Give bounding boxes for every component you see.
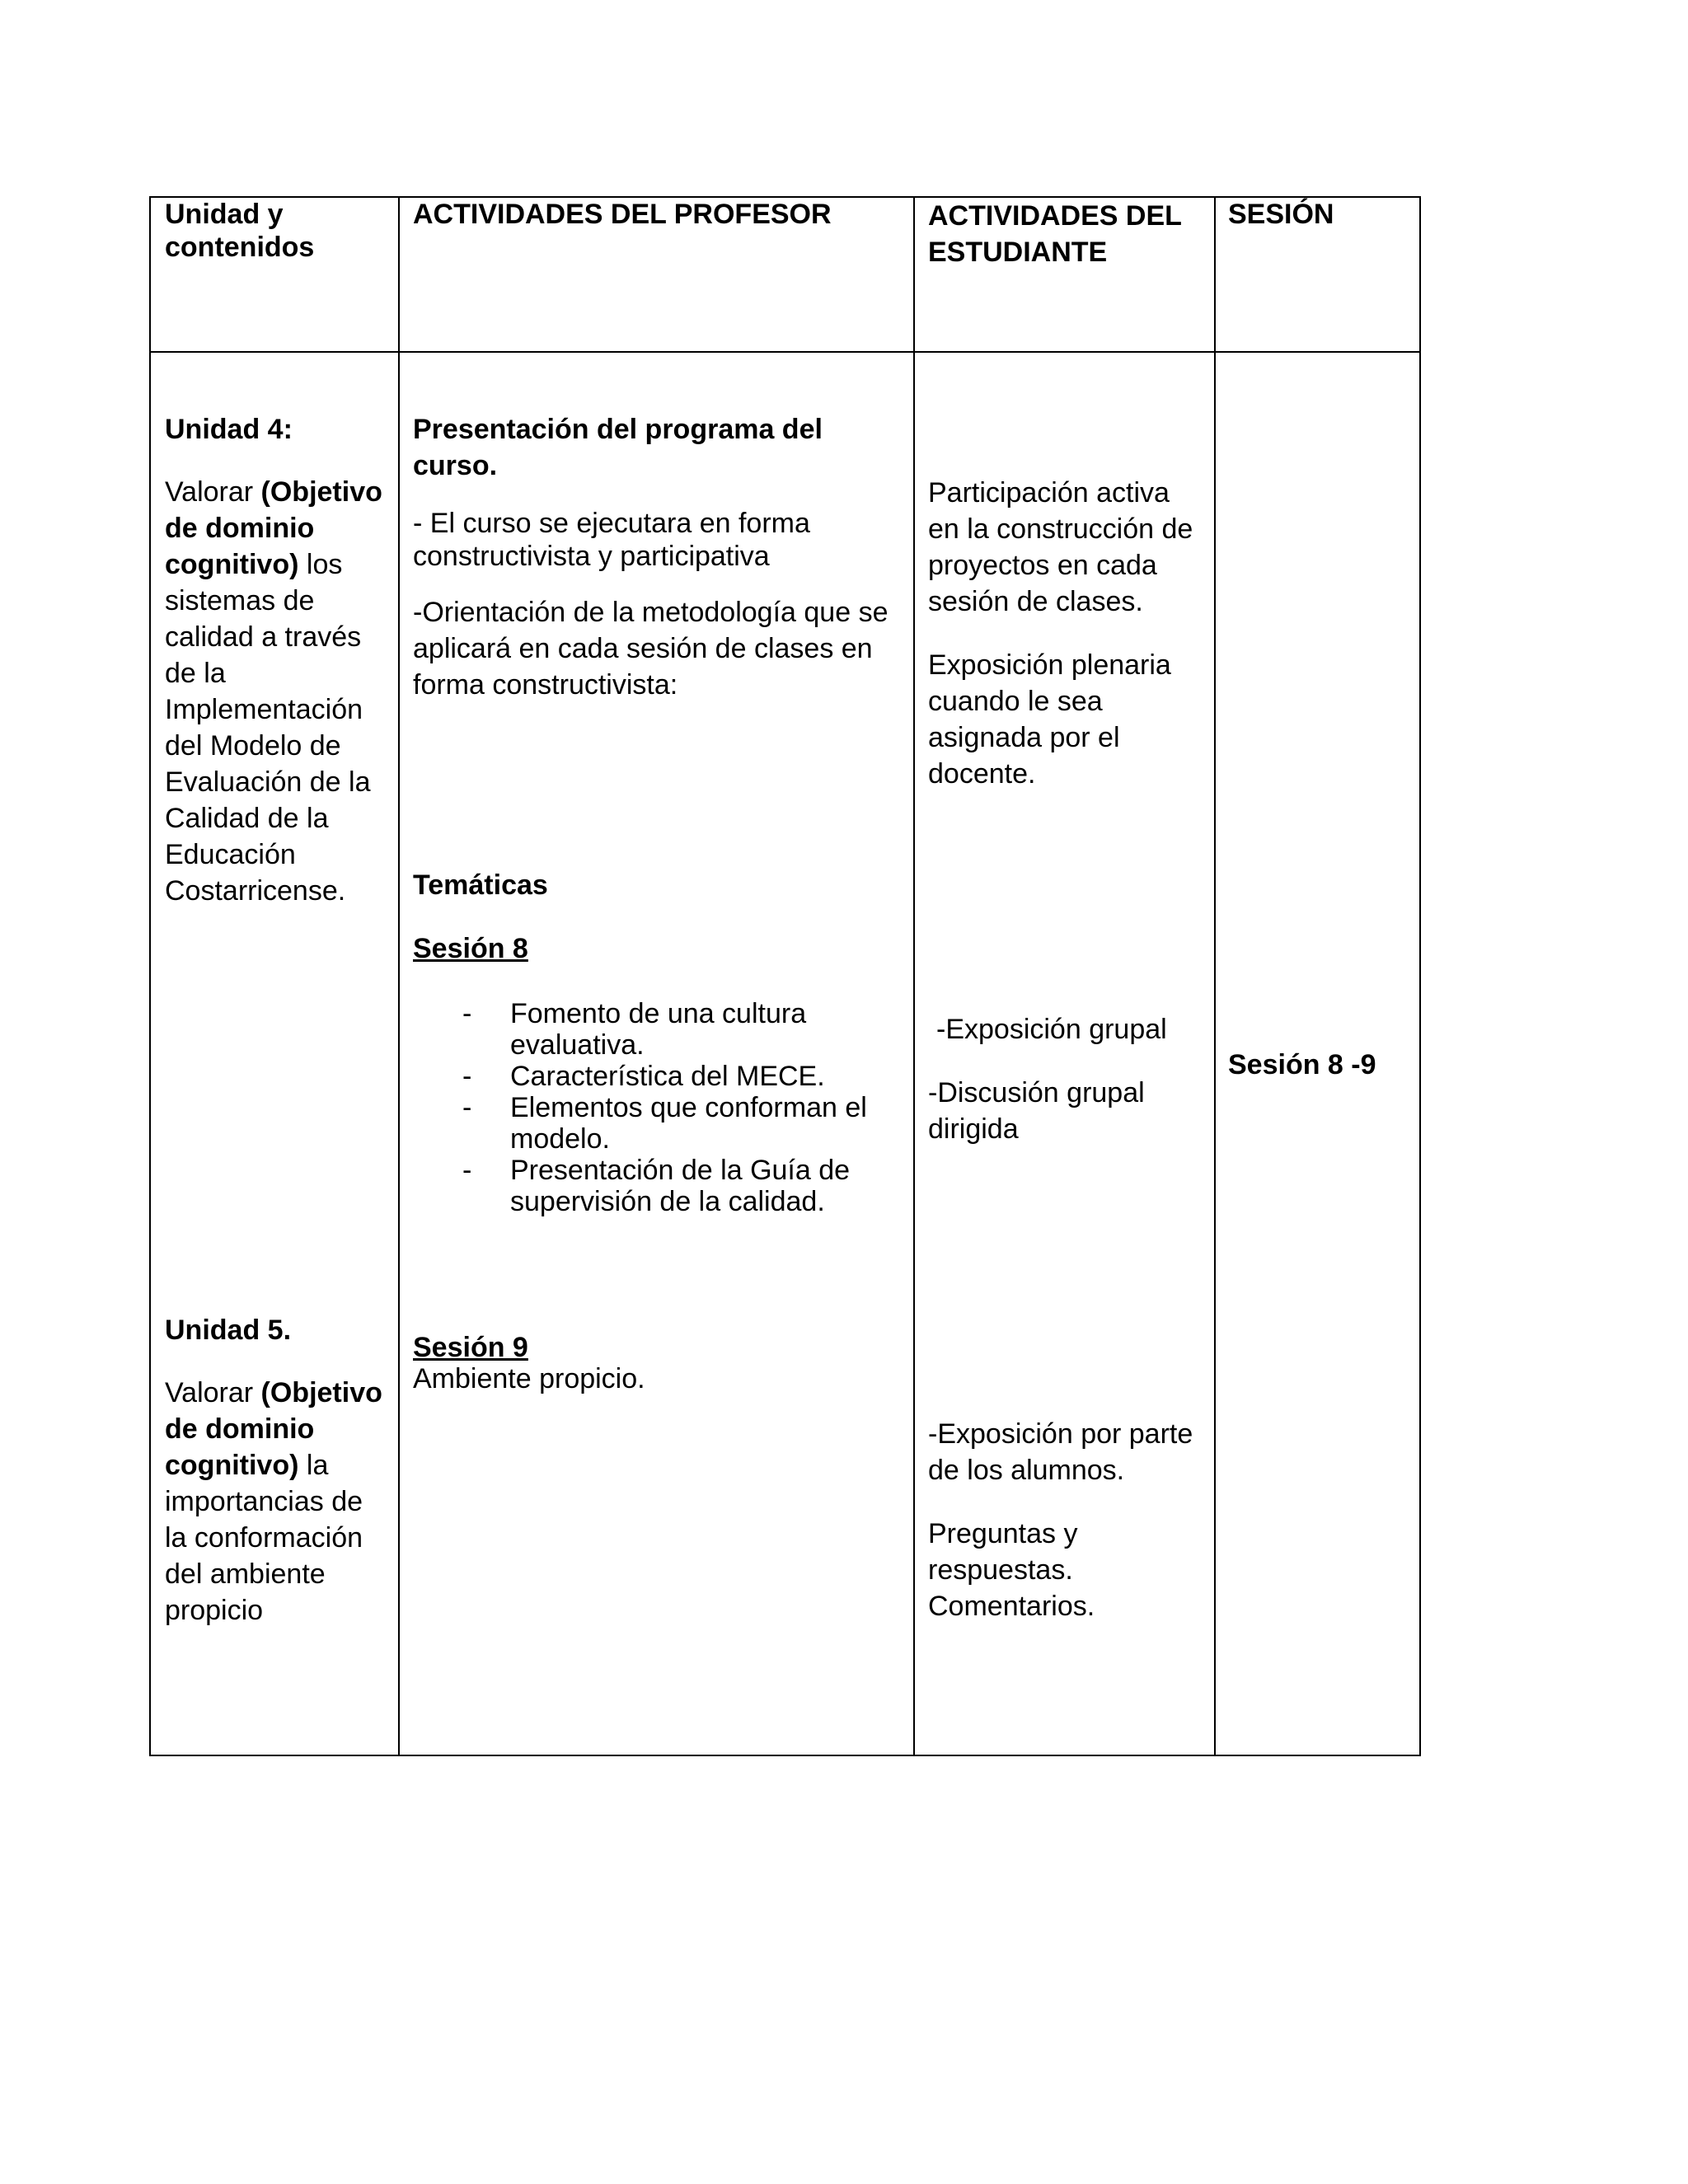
list-item — [413, 1155, 907, 1217]
header-student-activities-line2: ESTUDIANTE — [928, 237, 1108, 268]
header-professor-activities-label: ACTIVIDADES DEL PROFESOR — [413, 199, 832, 230]
course-method-text: - El curso se ejecutara en forma constructivista y participativa — [413, 508, 810, 572]
header-session-label: SESIÓN — [1228, 199, 1334, 230]
unit-4-objective: (Objetivo de dominio cognitivo) — [165, 476, 382, 580]
unit-4-verb: Valorar — [165, 476, 261, 508]
session-9-block — [413, 1332, 907, 1394]
column-divider — [398, 198, 400, 1755]
student-participation-block — [928, 475, 1208, 792]
header-unit-contents-label: Unidad y contenidos — [165, 199, 315, 263]
student-questions-text: Preguntas y respuestas. — [928, 1518, 1078, 1586]
session-9-title: Sesión 9 — [413, 1332, 528, 1363]
student-group-block — [928, 1011, 1208, 1147]
session-range — [1228, 1047, 1418, 1083]
bullet-dash: - — [462, 1155, 472, 1186]
unit-5-text: la importancias de la conformación del ambiente propicio — [165, 1450, 363, 1626]
activities-table — [149, 196, 1421, 1756]
topic-text: Fomento de una cultura evaluativa. — [510, 998, 807, 1061]
list-item — [413, 1092, 907, 1155]
session-range-label: Sesión 8 -9 — [1228, 1049, 1376, 1080]
unit-5-verb: Valorar — [165, 1377, 261, 1408]
session-8-title: Sesión 8 — [413, 933, 528, 964]
session-9-text: Ambiente propicio. — [413, 1363, 645, 1394]
unit-5-objective: (Objetivo de dominio cognitivo) — [165, 1377, 382, 1481]
header-divider — [151, 351, 1419, 353]
tematicas-label: Temáticas — [413, 869, 548, 901]
topic-text: Elementos que conforman el modelo. — [510, 1092, 867, 1155]
list-item — [413, 1061, 907, 1092]
methodology-orientation-text: -Orientación de la metodología que se aplicará en cada sesión de clases en forma constructivista: — [413, 597, 889, 701]
unit-4-text: los sistemas de calidad a través de la Implementación del Modelo de Evaluación de la Calidad de la Educación Costarricense. — [165, 549, 371, 907]
unit-4-description — [165, 474, 392, 909]
topic-text: Característica del MECE. — [510, 1061, 825, 1092]
session-8-heading — [413, 930, 907, 967]
unit-4-block — [165, 411, 392, 909]
bullet-dash: - — [462, 998, 472, 1029]
student-session-9-block — [928, 1416, 1208, 1624]
student-exposition-text: -Exposición por parte de los alumnos. — [928, 1418, 1193, 1486]
session-8-topic-list — [413, 998, 907, 1217]
unit-5-title: Unidad 5. — [165, 1315, 292, 1346]
program-presentation-title: Presentación del programa del curso. — [413, 414, 823, 481]
student-group-exposition: -Exposición grupal — [936, 1014, 1167, 1045]
list-item — [413, 998, 907, 1061]
column-divider — [913, 198, 915, 1755]
header-student-activities — [928, 198, 1208, 270]
header-session — [1228, 198, 1418, 231]
student-participation-text: Participación activa en la construcción de proyectos en cada sesión de clases. — [928, 477, 1193, 617]
header-unit-contents — [165, 198, 387, 264]
student-plenary-text: Exposición plenaria cuando le sea asignada por el docente. — [928, 649, 1171, 790]
bullet-dash: - — [462, 1092, 472, 1123]
tematicas-heading — [413, 867, 907, 903]
session-8-topics — [413, 998, 907, 1217]
unit-5-block — [165, 1312, 392, 1629]
unit-5-description — [165, 1375, 392, 1629]
student-comments-text: Comentarios. — [928, 1591, 1095, 1622]
bullet-dash: - — [462, 1061, 472, 1092]
student-group-discussion: -Discusión grupal dirigida — [928, 1077, 1145, 1145]
topic-text: Presentación de la Guía de supervisión de la calidad. — [510, 1155, 851, 1217]
professor-intro-block — [413, 411, 907, 703]
header-student-activities-line1: ACTIVIDADES DEL — [928, 200, 1182, 232]
header-professor-activities — [413, 198, 907, 231]
unit-4-title: Unidad 4: — [165, 414, 293, 445]
column-divider — [1214, 198, 1216, 1755]
